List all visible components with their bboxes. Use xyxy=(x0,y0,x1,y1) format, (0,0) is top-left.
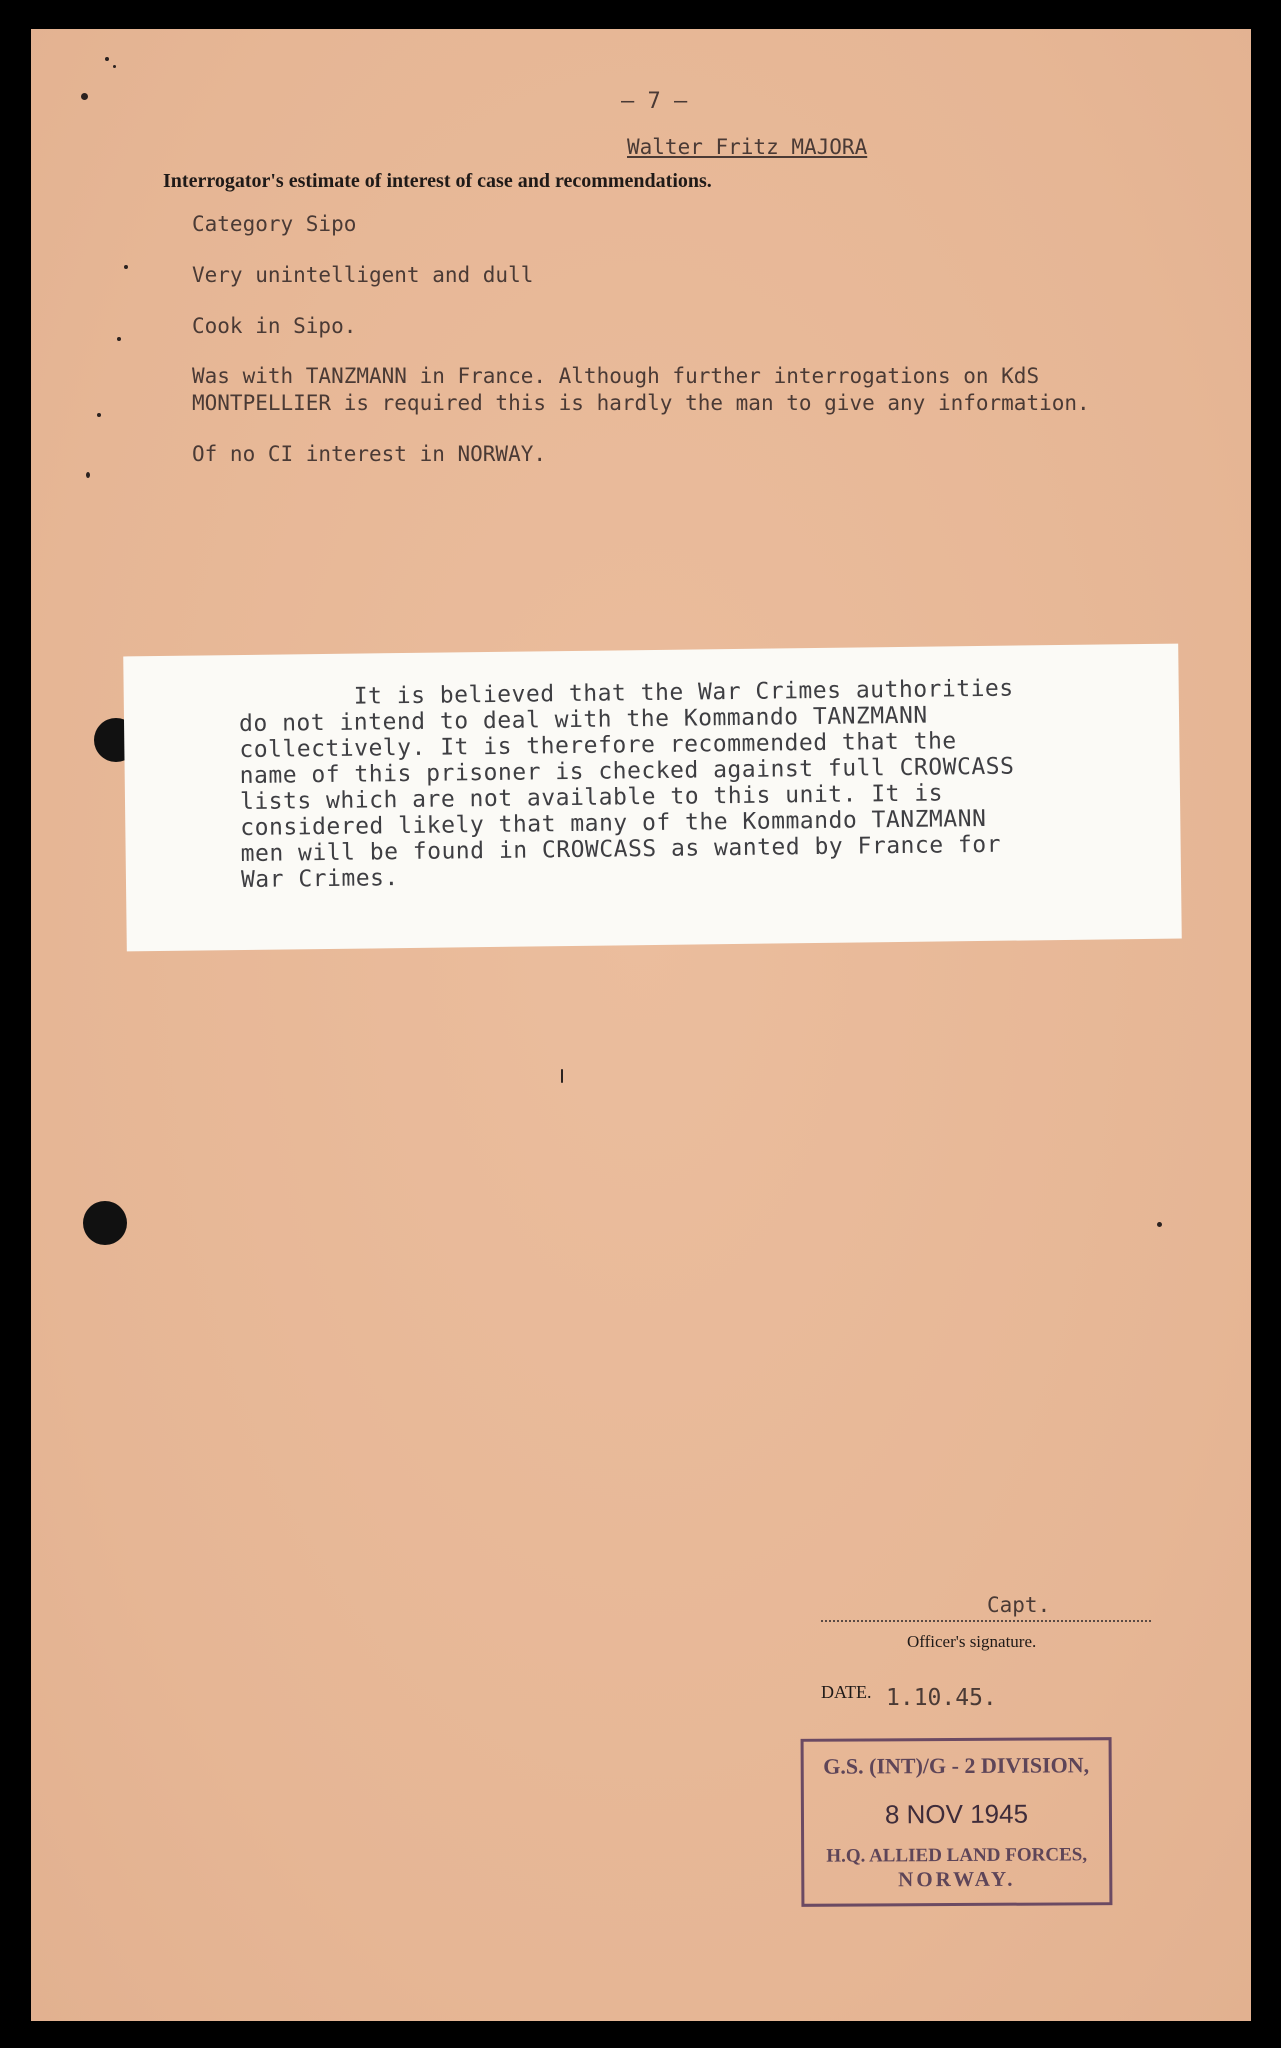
signature-label: Officer's signature. xyxy=(907,1632,1037,1651)
note-role: Cook in Sipo. xyxy=(192,314,357,338)
stamp-line-hq: H.Q. ALLIED LAND FORCES, xyxy=(826,1844,1088,1867)
stamp-line-date: 8 NOV 1945 xyxy=(884,1798,1029,1830)
note-assessment: Very unintelligent and dull xyxy=(192,263,534,287)
punch-hole-bottom xyxy=(83,1201,127,1245)
page-number: — 7 — xyxy=(621,89,688,114)
note-france-line2: MONTPELLIER is required this is hardly the man to give any information. xyxy=(192,391,1090,415)
note-ci-interest: Of no CI interest in NORWAY. xyxy=(192,442,547,466)
note-category: Category Sipo xyxy=(192,212,357,236)
slip-line: lists which are not available to this unit. It is xyxy=(239,780,944,816)
stamp-line-country: NORWAY. xyxy=(898,1866,1016,1892)
ink-speck xyxy=(86,472,90,478)
ink-speck xyxy=(1157,1222,1162,1227)
ink-speck xyxy=(124,265,128,269)
slip-line: collectively. It is therefore recommended that the xyxy=(239,728,957,764)
ink-speck xyxy=(105,57,109,61)
slip-line: do not intend to deal with the Kommando TANZMANN xyxy=(238,702,928,738)
subject-name: Walter Fritz MAJORA xyxy=(627,135,868,159)
stamp-line-division: G.S. (INT)/G - 2 DIVISION, xyxy=(823,1752,1090,1779)
ink-speck xyxy=(97,413,101,417)
ink-speck xyxy=(117,337,121,341)
signature-rank: Capt. xyxy=(987,1593,1051,1617)
section-heading: Interrogator's estimate of interest of case and recommendations. xyxy=(163,170,712,192)
pasted-note-slip xyxy=(123,644,1182,952)
ink-mark xyxy=(561,1069,563,1083)
ink-speck xyxy=(81,93,88,100)
slip-line: considered likely that many of the Kommando TANZMANN xyxy=(240,805,987,842)
ink-speck xyxy=(113,65,116,68)
slip-line: It is believed that the War Crimes authorities xyxy=(353,675,1014,710)
date-label: DATE. xyxy=(821,1682,872,1702)
note-france-line1: Was with TANZMANN in France. Although further interrogations on KdS xyxy=(192,364,1040,388)
slip-line: name of this prisoner is checked against full CROWCASS xyxy=(239,753,1015,790)
division-received-stamp xyxy=(801,1737,1113,1907)
date-value: 1.10.45. xyxy=(886,1685,997,1711)
signature-line xyxy=(821,1620,1151,1622)
slip-line: War Crimes. xyxy=(240,865,399,894)
document-page xyxy=(31,29,1251,2021)
slip-line: men will be found in CROWCASS as wanted by France for xyxy=(240,831,1002,868)
